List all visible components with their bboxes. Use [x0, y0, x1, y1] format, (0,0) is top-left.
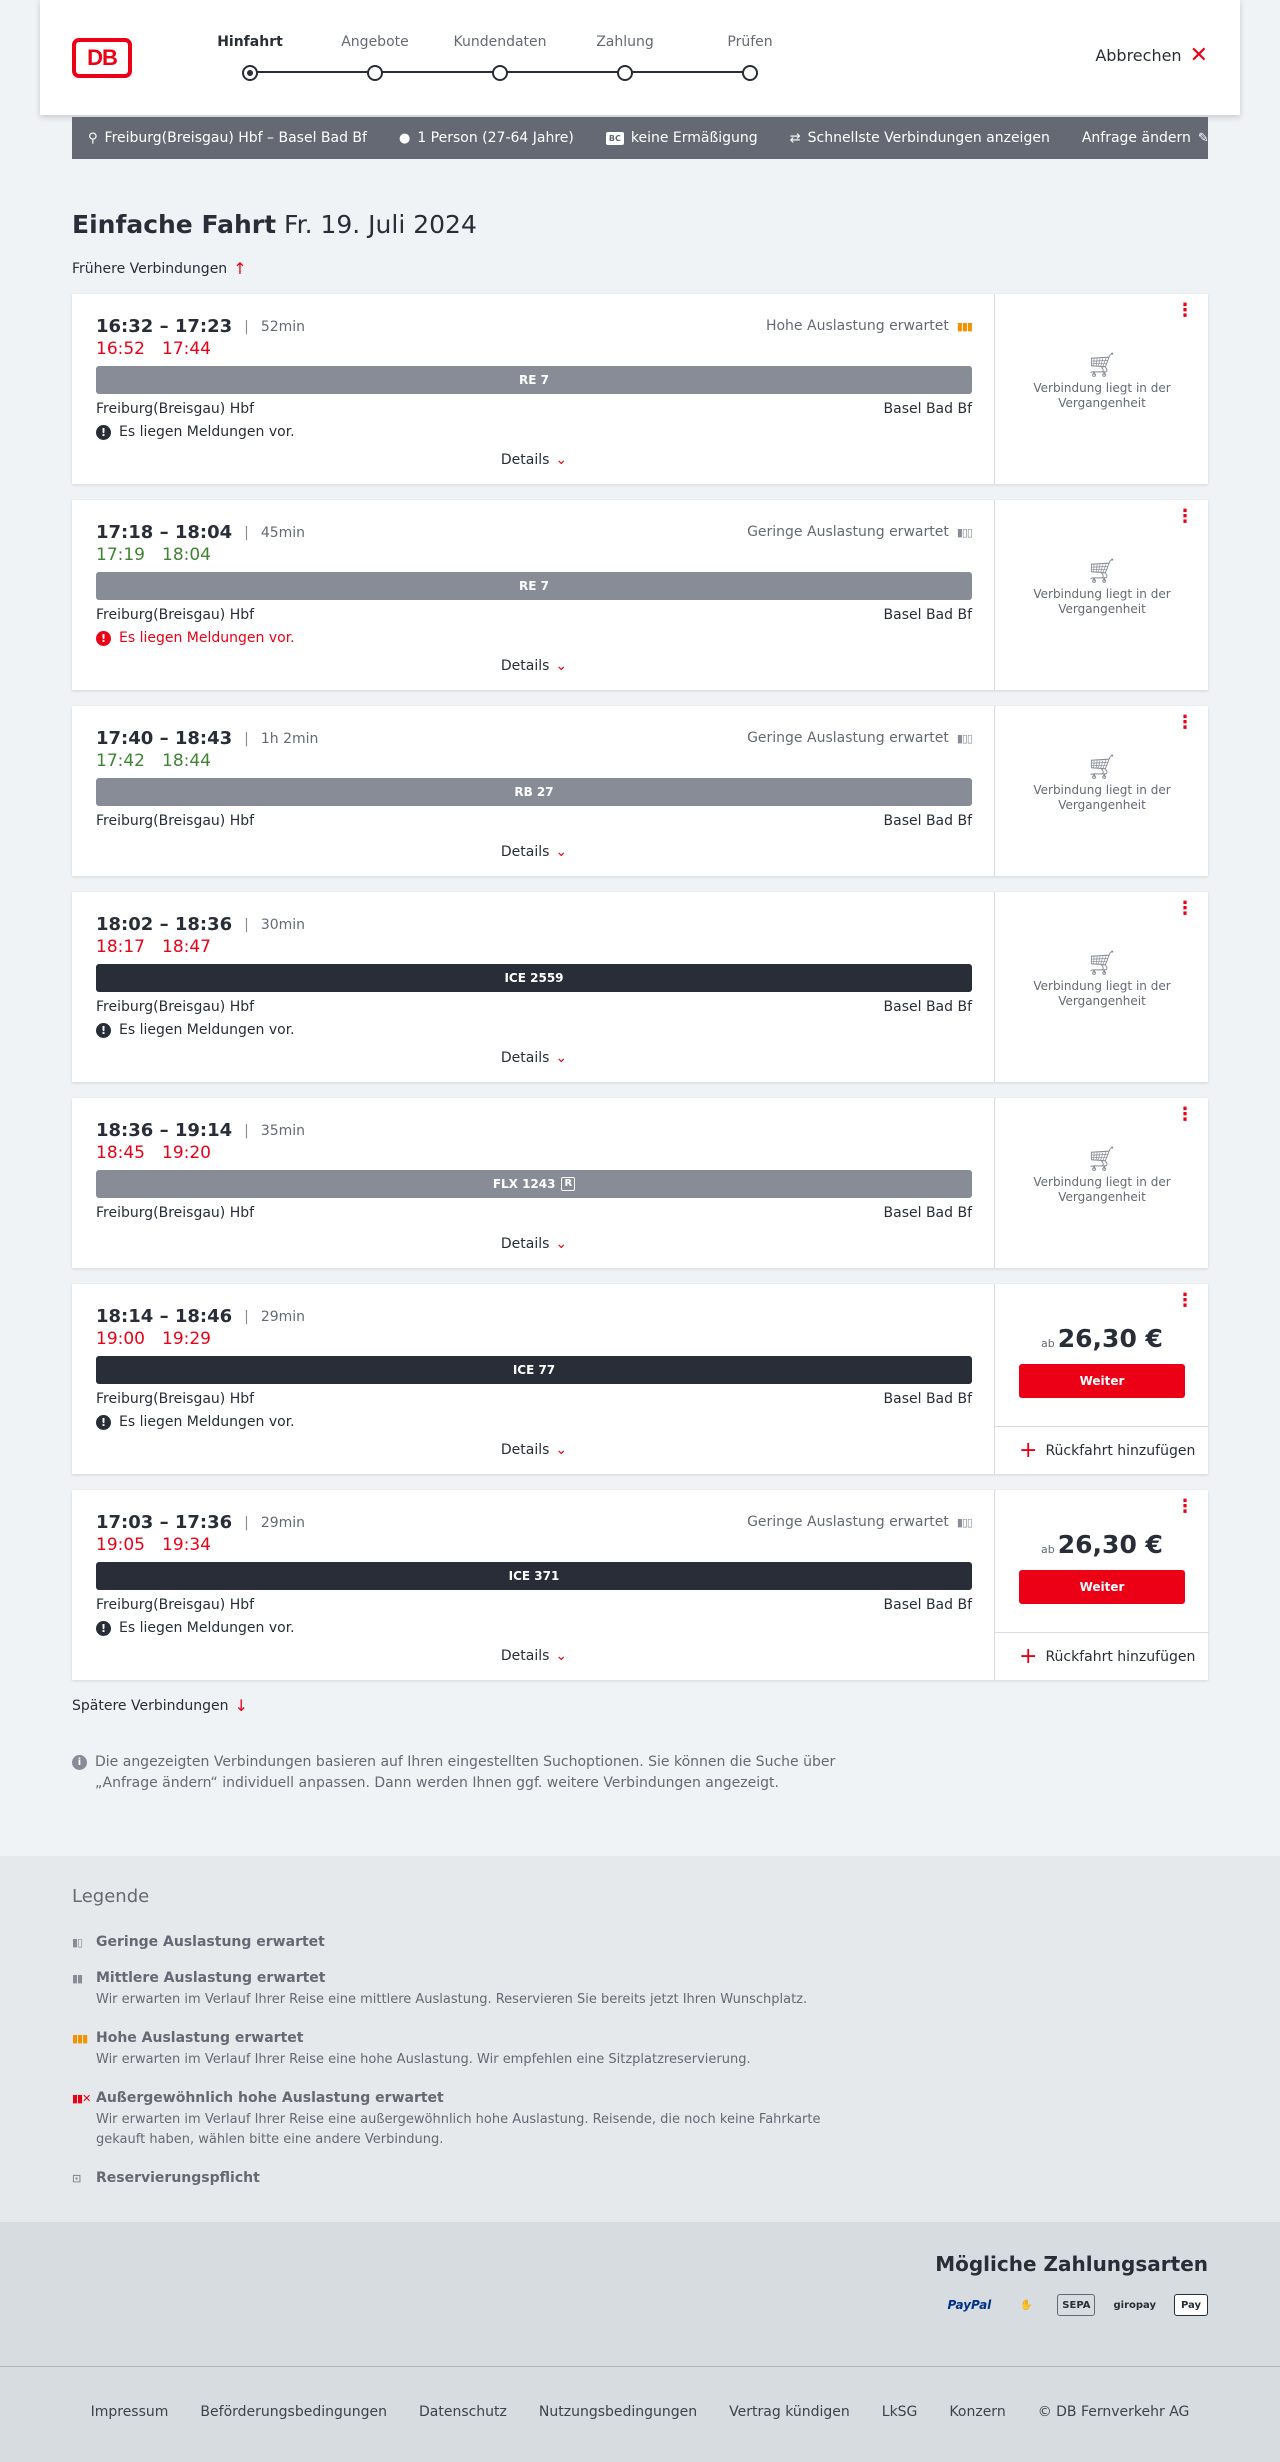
offer-panel	[994, 1098, 1208, 1268]
footer	[0, 2366, 1280, 2462]
connection-card[interactable]	[72, 1098, 1208, 1268]
footer-link-impressum[interactable]: Impressum	[90, 2404, 169, 2420]
realtime-times	[96, 1143, 211, 1163]
plus-icon: +	[1019, 1437, 1038, 1463]
swap-arrows-icon: ⇄	[789, 130, 801, 146]
step-label: Angebote	[341, 34, 409, 50]
card-icon: ✋	[1020, 2299, 1033, 2311]
occupancy-indicator[interactable]	[766, 318, 972, 334]
duration: 35min	[260, 1122, 306, 1139]
chevron-down-icon: ⌄	[555, 1648, 568, 1664]
payment-icons	[943, 2294, 1208, 2316]
train-bar[interactable]	[96, 1356, 972, 1384]
connection-main	[96, 1284, 972, 1474]
past-connection-notice	[995, 557, 1209, 617]
train-label: ICE 2559	[504, 971, 564, 985]
chevron-down-icon: ⌄	[555, 844, 568, 860]
planned-times: 18:36 – 19:14 | 35min	[96, 1120, 306, 1141]
realtime-arrival: 19:20	[162, 1143, 211, 1163]
page-title	[72, 210, 477, 239]
planned-times: 17:18 – 18:04 | 45min	[96, 522, 306, 543]
stations	[96, 999, 972, 1015]
past-connection-notice	[995, 1145, 1209, 1205]
applepay-icon: Pay	[1174, 2294, 1208, 2316]
notice-message	[96, 424, 295, 440]
offer-panel	[994, 892, 1208, 1082]
passenger-summary[interactable]	[399, 130, 574, 146]
step-dot-icon	[367, 65, 383, 81]
giropay-icon: giropay	[1113, 2299, 1156, 2311]
origin-station: Freiburg(Breisgau) Hbf	[96, 999, 255, 1015]
planned-time: 17:18 – 18:04	[96, 522, 233, 543]
planned-time: 17:03 – 17:36	[96, 1512, 233, 1533]
duration: 45min	[260, 524, 306, 541]
discount-summary[interactable]	[606, 130, 758, 146]
cart-disabled-icon: 🛒︎	[1086, 1145, 1118, 1173]
past-connection-notice	[995, 351, 1209, 411]
planned-time: 18:02 – 18:36	[96, 914, 233, 935]
footer-link-befoerderungsbedingungen[interactable]: Beförderungsbedingungen	[200, 2404, 387, 2420]
legend-label: Außergewöhnlich hohe Auslastung erwartet	[96, 2090, 444, 2106]
duration: 1h 2min	[260, 730, 319, 747]
connection-main	[96, 500, 972, 690]
connection-card[interactable]	[72, 1490, 1208, 1680]
notice-message	[96, 1022, 295, 1038]
legend-item	[72, 1970, 852, 2010]
connection-card[interactable]	[72, 500, 1208, 690]
realtime-times	[96, 339, 211, 359]
duration: 29min	[260, 1308, 306, 1325]
offer-panel	[994, 1284, 1208, 1474]
legend-item	[72, 1934, 852, 1950]
add-return-trip-button[interactable]	[995, 1426, 1209, 1474]
details-label: Details	[500, 1050, 550, 1066]
notice-message	[96, 1620, 295, 1636]
chevron-down-icon: ⌄	[555, 452, 568, 468]
cart-disabled-icon: 🛒︎	[1086, 753, 1118, 781]
fastest-text: Schnellste Verbindungen anzeigen	[807, 130, 1050, 146]
realtime-departure: 18:45	[96, 1143, 145, 1163]
alert-icon: !	[96, 1415, 111, 1430]
price-value: 26,30 €	[1057, 1324, 1163, 1353]
occupancy-low-icon: ▮▯▯	[956, 731, 972, 745]
train-bar[interactable]	[96, 964, 972, 992]
notice-text: Es liegen Meldungen vor.	[119, 1022, 295, 1038]
chevron-down-icon: ⌄	[555, 1236, 568, 1252]
add-return-label: Rückfahrt hinzufügen	[1045, 1648, 1196, 1665]
step-dot-icon	[492, 65, 508, 81]
train-label: RE 7	[519, 579, 549, 593]
train-label: ICE 77	[512, 1363, 556, 1377]
realtime-departure: 16:52	[96, 339, 145, 359]
fastest-toggle[interactable]	[790, 130, 1050, 146]
notice-text: Es liegen Meldungen vor.	[119, 1414, 295, 1430]
realtime-departure: 17:19	[96, 545, 145, 565]
origin-station: Freiburg(Breisgau) Hbf	[96, 401, 255, 417]
step-dot-icon	[742, 65, 758, 81]
more-options-icon[interactable]: ⋮	[1176, 1290, 1194, 1311]
stations	[96, 607, 972, 623]
more-options-icon[interactable]: ⋮	[1176, 300, 1194, 321]
realtime-times	[96, 1329, 211, 1349]
details-toggle[interactable]	[96, 844, 972, 860]
details-label: Details	[500, 844, 550, 860]
origin-station: Freiburg(Breisgau) Hbf	[96, 1391, 255, 1407]
planned-time: 18:14 – 18:46	[96, 1306, 233, 1327]
step-label: Kundendaten	[453, 34, 547, 50]
add-return-label: Rückfahrt hinzufügen	[1045, 1442, 1196, 1459]
occupancy-medium-icon: ▮▮	[72, 1971, 83, 1985]
step-zahlung	[570, 34, 680, 81]
change-request-label: Anfrage ändern	[1081, 130, 1191, 146]
reservation-required-icon: R	[561, 1177, 575, 1191]
connection-card[interactable]	[72, 892, 1208, 1082]
legend-item	[72, 2090, 852, 2150]
realtime-departure: 19:05	[96, 1535, 145, 1555]
step-dot-icon	[617, 65, 633, 81]
occupancy-text: Geringe Auslastung erwartet	[747, 524, 949, 540]
add-return-trip-button[interactable]	[995, 1632, 1209, 1680]
alert-icon: !	[96, 425, 111, 440]
payment-methods-section	[0, 2222, 1280, 2366]
realtime-arrival: 17:44	[162, 339, 211, 359]
more-options-icon[interactable]: ⋮	[1176, 712, 1194, 733]
cancel-button[interactable]	[1095, 42, 1208, 68]
discount-text: keine Ermäßigung	[630, 130, 758, 146]
occupancy-high-icon: ▮▮▮	[956, 319, 972, 333]
legend-description: Wir erwarten im Verlauf Ihrer Reise eine hohe Auslastung. Wir empfehlen eine Sitzplatzreservierung.	[96, 2052, 751, 2067]
details-toggle[interactable]	[96, 1442, 972, 1458]
footer-link-datenschutz[interactable]: Datenschutz	[418, 2404, 507, 2420]
footer-copyright: © DB Fernverkehr AG	[1037, 2404, 1190, 2420]
realtime-arrival: 18:47	[162, 937, 211, 957]
legend-label: Geringe Auslastung erwartet	[96, 1934, 325, 1950]
notice-text: Es liegen Meldungen vor.	[119, 1620, 295, 1636]
close-icon: ✕	[1189, 42, 1208, 68]
details-label: Details	[500, 1442, 550, 1458]
train-bar[interactable]	[96, 366, 972, 394]
price-prefix: ab	[1041, 1543, 1055, 1556]
occupancy-text: Hohe Auslastung erwartet	[765, 318, 949, 334]
destination-station: Basel Bad Bf	[883, 1597, 972, 1613]
origin-station: Freiburg(Breisgau) Hbf	[96, 813, 255, 829]
stations	[96, 1205, 972, 1221]
step-kundendaten	[445, 34, 555, 81]
search-info-note	[72, 1752, 852, 1794]
notice-text: Es liegen Meldungen vor.	[119, 630, 295, 646]
realtime-arrival: 19:29	[162, 1329, 211, 1349]
more-options-icon[interactable]: ⋮	[1176, 898, 1194, 919]
info-icon: i	[72, 1755, 87, 1770]
alert-icon: !	[96, 631, 111, 646]
connection-main	[96, 706, 972, 876]
chevron-down-icon: ⌄	[555, 1050, 568, 1066]
occupancy-high-icon: ▮▮▮	[72, 2031, 88, 2045]
notice-text: Es liegen Meldungen vor.	[119, 424, 295, 440]
route-summary[interactable]	[88, 130, 367, 146]
occupancy-indicator[interactable]	[747, 524, 972, 540]
realtime-arrival: 18:44	[162, 751, 211, 771]
train-label: RB 27	[514, 785, 554, 799]
chevron-down-icon: ⌄	[555, 1442, 568, 1458]
past-connection-notice	[995, 949, 1209, 1009]
progress-steps	[210, 34, 773, 84]
realtime-arrival: 19:34	[162, 1535, 211, 1555]
plus-icon: +	[1019, 1643, 1038, 1669]
alert-icon: !	[96, 1023, 111, 1038]
price	[995, 1324, 1209, 1353]
destination-station: Basel Bad Bf	[883, 1205, 972, 1221]
details-label: Details	[500, 658, 550, 674]
stations	[96, 401, 972, 417]
location-pin-icon: ⚲	[88, 130, 98, 146]
footer-link-nutzungsbedingungen[interactable]: Nutzungsbedingungen	[538, 2404, 698, 2420]
legend-description: Wir erwarten im Verlauf Ihrer Reise eine außergewöhnlich hohe Auslastung. Reisende, die noch keine Fahrkarte gekauft haben, wählen bitte eine andere Verbindung.	[96, 2112, 821, 2147]
occupancy-low-icon: ▮▯▯	[956, 525, 972, 539]
arrow-down-icon: ↓	[234, 1696, 248, 1715]
footer-link-konzern[interactable]: Konzern	[949, 2404, 1006, 2420]
planned-time: 17:40 – 18:43	[96, 728, 233, 749]
later-connections-link[interactable]	[72, 1696, 248, 1715]
step-dot-icon	[242, 65, 258, 81]
connection-main	[96, 1098, 972, 1268]
offer-panel	[994, 500, 1208, 690]
more-options-icon[interactable]: ⋮	[1176, 1496, 1194, 1517]
train-label: ICE 371	[508, 1569, 560, 1583]
offer-panel	[994, 706, 1208, 876]
footer-link-vertrag-kuendigen[interactable]: Vertrag kündigen	[729, 2404, 850, 2420]
price-prefix: ab	[1041, 1337, 1055, 1350]
step-pruefen	[695, 34, 805, 81]
details-toggle[interactable]	[96, 1236, 972, 1252]
realtime-arrival: 18:04	[162, 545, 211, 565]
planned-times: 16:32 – 17:23 | 52min	[96, 316, 306, 337]
planned-times: 18:02 – 18:36 | 30min	[96, 914, 306, 935]
realtime-departure: 18:17	[96, 937, 145, 957]
legend-label: Mittlere Auslastung erwartet	[96, 1970, 326, 1986]
arrow-up-icon: ↑	[233, 259, 247, 278]
realtime-times	[96, 751, 211, 771]
past-text: Verbindung liegt in der Vergangenheit	[1033, 783, 1171, 812]
occupancy-low-icon: ▮▯	[72, 1935, 83, 1949]
train-label: RE 7	[519, 373, 549, 387]
train-label: FLX 1243	[492, 1177, 556, 1191]
legend-title: Legende	[72, 1886, 150, 1907]
cart-disabled-icon: 🛒︎	[1086, 351, 1118, 379]
destination-station: Basel Bad Bf	[883, 813, 972, 829]
offer-panel	[994, 1490, 1208, 1680]
details-label: Details	[500, 1236, 550, 1252]
reservation-required-icon: ⊡	[72, 2171, 81, 2185]
planned-times: 17:40 – 18:43 | 1h 2min	[96, 728, 319, 749]
duration: 30min	[260, 916, 306, 933]
db-logo[interactable]: DB	[72, 38, 132, 78]
connection-main	[96, 1490, 972, 1680]
details-label: Details	[500, 452, 550, 468]
details-toggle[interactable]	[96, 1050, 972, 1066]
details-toggle[interactable]	[96, 658, 972, 674]
destination-station: Basel Bad Bf	[883, 607, 972, 623]
trip-date: Fr. 19. Juli 2024	[284, 210, 477, 239]
planned-time: 16:32 – 17:23	[96, 316, 233, 337]
price-value: 26,30 €	[1057, 1530, 1163, 1559]
legend-item	[72, 2170, 852, 2186]
realtime-times	[96, 545, 211, 565]
stations	[96, 813, 972, 829]
connection-card[interactable]	[72, 706, 1208, 876]
realtime-departure: 17:42	[96, 751, 145, 771]
realtime-times	[96, 1535, 211, 1555]
connection-main	[96, 892, 972, 1082]
continue-button[interactable]: Weiter	[1019, 1364, 1185, 1398]
occupancy-indicator[interactable]	[747, 1514, 972, 1530]
sepa-icon: SEPA	[1057, 2294, 1095, 2316]
step-angebote	[320, 34, 430, 81]
duration: 52min	[260, 318, 306, 335]
realtime-times	[96, 937, 211, 957]
step-label: Prüfen	[727, 34, 773, 50]
planned-time: 18:36 – 19:14	[96, 1120, 233, 1141]
connection-main	[96, 294, 972, 484]
bahncard-icon: BC	[606, 132, 624, 145]
duration: 29min	[260, 1514, 306, 1531]
planned-times: 18:14 – 18:46 | 29min	[96, 1306, 306, 1327]
footer-links	[0, 2404, 1280, 2420]
origin-station: Freiburg(Breisgau) Hbf	[96, 1597, 255, 1613]
trip-type: Einfache Fahrt	[72, 210, 277, 239]
planned-times: 17:03 – 17:36 | 29min	[96, 1512, 306, 1533]
more-options-icon[interactable]: ⋮	[1176, 1104, 1194, 1125]
stations	[96, 1391, 972, 1407]
notice-message	[96, 630, 295, 646]
origin-station: Freiburg(Breisgau) Hbf	[96, 1205, 255, 1221]
step-label: Zahlung	[596, 34, 654, 50]
origin-station: Freiburg(Breisgau) Hbf	[96, 607, 255, 623]
details-label: Details	[500, 1648, 550, 1664]
train-bar[interactable]	[96, 1562, 972, 1590]
later-label: Spätere Verbindungen	[72, 1697, 229, 1714]
price	[995, 1530, 1209, 1559]
train-bar[interactable]	[96, 778, 972, 806]
legend-item	[72, 2030, 852, 2070]
realtime-departure: 19:00	[96, 1329, 145, 1349]
footer-link-lksg[interactable]: LkSG	[881, 2404, 918, 2420]
legend-label: Hohe Auslastung erwartet	[96, 2030, 304, 2046]
past-text: Verbindung liegt in der Vergangenheit	[1033, 1175, 1171, 1204]
pencil-icon: ✎	[1197, 130, 1209, 146]
details-toggle[interactable]	[96, 452, 972, 468]
continue-button[interactable]: Weiter	[1019, 1570, 1185, 1604]
paypal-icon: PayPal	[947, 2298, 992, 2312]
cancel-label: Abbrechen	[1095, 46, 1182, 65]
past-text: Verbindung liegt in der Vergangenheit	[1033, 587, 1171, 616]
earlier-label: Frühere Verbindungen	[72, 260, 228, 277]
occupancy-indicator[interactable]	[747, 730, 972, 746]
notice-message	[96, 1414, 295, 1430]
more-options-icon[interactable]: ⋮	[1176, 506, 1194, 527]
legend-section	[0, 1856, 1280, 2222]
step-label: Hinfahrt	[217, 34, 283, 50]
cart-disabled-icon: 🛒︎	[1086, 557, 1118, 585]
past-connection-notice	[995, 753, 1209, 813]
occupancy-extreme-icon: ▮▮✕	[72, 2091, 91, 2105]
stations	[96, 1597, 972, 1613]
destination-station: Basel Bad Bf	[883, 999, 972, 1015]
change-request-button[interactable]	[1082, 130, 1209, 146]
alert-icon: !	[96, 1621, 111, 1636]
past-text: Verbindung liegt in der Vergangenheit	[1033, 381, 1171, 410]
legend-label: Reservierungspflicht	[96, 2170, 260, 2186]
header	[40, 0, 1240, 115]
train-bar[interactable]	[96, 572, 972, 600]
payment-title: Mögliche Zahlungsarten	[935, 2252, 1208, 2276]
connection-card[interactable]	[72, 1284, 1208, 1474]
person-icon: ●	[398, 130, 411, 146]
past-text: Verbindung liegt in der Vergangenheit	[1033, 979, 1171, 1008]
occupancy-text: Geringe Auslastung erwartet	[747, 1514, 949, 1530]
occupancy-text: Geringe Auslastung erwartet	[747, 730, 949, 746]
passenger-text: 1 Person (27-64 Jahre)	[417, 130, 574, 146]
details-toggle[interactable]	[96, 1648, 972, 1664]
earlier-connections-link[interactable]	[72, 259, 247, 278]
search-summary-bar	[72, 117, 1208, 159]
step-hinfahrt[interactable]	[195, 34, 305, 81]
occupancy-low-icon: ▮▯▯	[956, 1515, 972, 1529]
destination-station: Basel Bad Bf	[883, 1391, 972, 1407]
info-text: Die angezeigten Verbindungen basieren auf Ihren eingestellten Suchoptionen. Sie können die Suche über „Anfrage ändern“ individuell anpassen. Dann werden Ihnen ggf. weitere Verbindungen angezeigt.	[95, 1754, 836, 1791]
cart-disabled-icon: 🛒︎	[1086, 949, 1118, 977]
legend-description: Wir erwarten im Verlauf Ihrer Reise eine mittlere Auslastung. Reservieren Sie bereits jetzt Ihren Wunschplatz.	[96, 1992, 808, 2007]
route-text: Freiburg(Breisgau) Hbf – Basel Bad Bf	[104, 130, 367, 146]
destination-station: Basel Bad Bf	[883, 401, 972, 417]
offer-panel	[994, 294, 1208, 484]
connection-card[interactable]	[72, 294, 1208, 484]
chevron-down-icon: ⌄	[555, 658, 568, 674]
train-bar[interactable]	[96, 1170, 972, 1198]
